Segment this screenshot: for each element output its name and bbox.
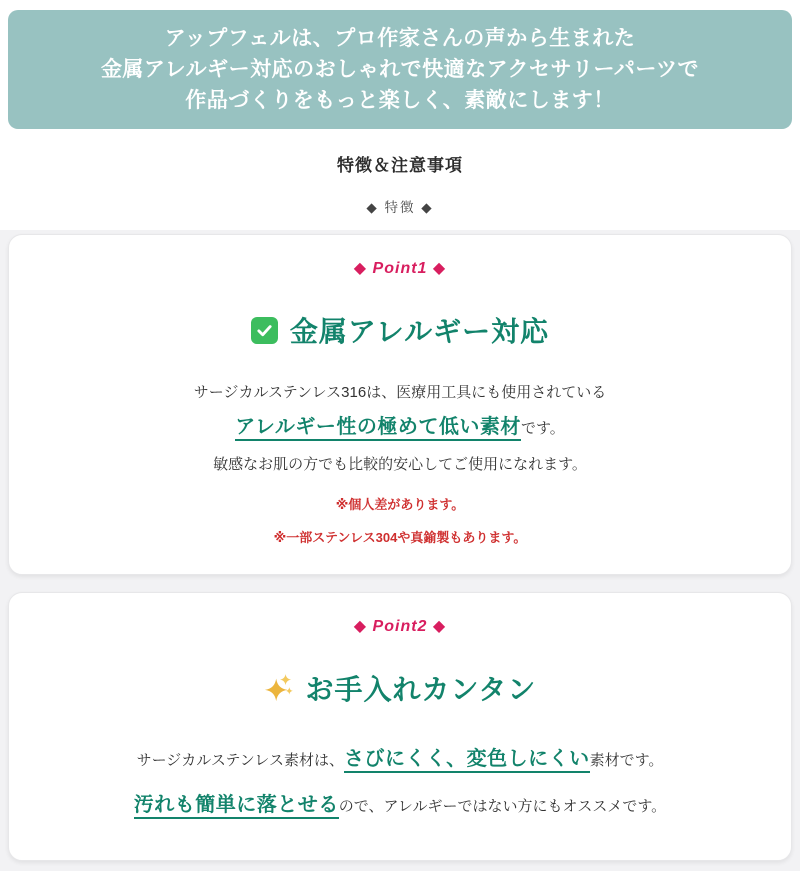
sparkles-icon [264,673,294,703]
section-subtitle: ◆ 特徴 ◆ [366,200,434,215]
point2-text-line1 [29,748,771,772]
point2-line2-post: ので、アレルギーではない方にもオススメです。 [338,798,667,815]
banner-line: アップフェルは、プロ作家さんの声から生まれた [164,27,636,50]
banner-line: 作品づくりをもっと楽しく、素敵にします！ [185,89,615,112]
banner-line: 金属アレルギー対応のおしゃれで快適なアクセサリーパーツで [100,58,700,81]
point2-heading-text: お手入れカンタン [305,674,537,705]
point2-text-line2 [29,794,771,818]
point2-card [8,592,792,861]
point1-emphasis: アレルギー性の極めて低い素材 [235,416,521,441]
point1-card [8,234,792,575]
point1-label: ◆ Point1 ◆ [353,260,447,277]
point1-note2: ※一部ステンレス304や真鍮製もあります。 [273,530,527,545]
point1-heading-text: 金属アレルギー対応 [289,316,550,347]
intro-banner [8,10,792,129]
point2-line1-pre: サージカルステンレス素材は、 [136,752,344,769]
section-title: 特徴＆注意事項 [337,156,463,175]
cards-area [0,230,800,871]
point2-line1-post: 素材です。 [589,752,664,769]
point1-heading [29,310,771,350]
point1-text-line1: サージカルステンレス316は、医療用工具にも使用されている [193,384,607,401]
point2-label: ◆ Point2 ◆ [353,618,447,635]
point1-text-line2-rest: です。 [520,420,565,437]
point2-emphasis2: 汚れも簡単に落とせる [134,794,339,819]
point2-emphasis1: さびにくく、変色しにくい [344,748,590,773]
point1-text-line3: 敏感なお肌の方でも比較的安心してご使用になれます。 [213,456,587,473]
check-icon [251,317,278,344]
point1-note1: ※個人差があります。 [335,497,465,512]
point2-heading [29,668,771,708]
point1-text-line2 [29,416,771,440]
